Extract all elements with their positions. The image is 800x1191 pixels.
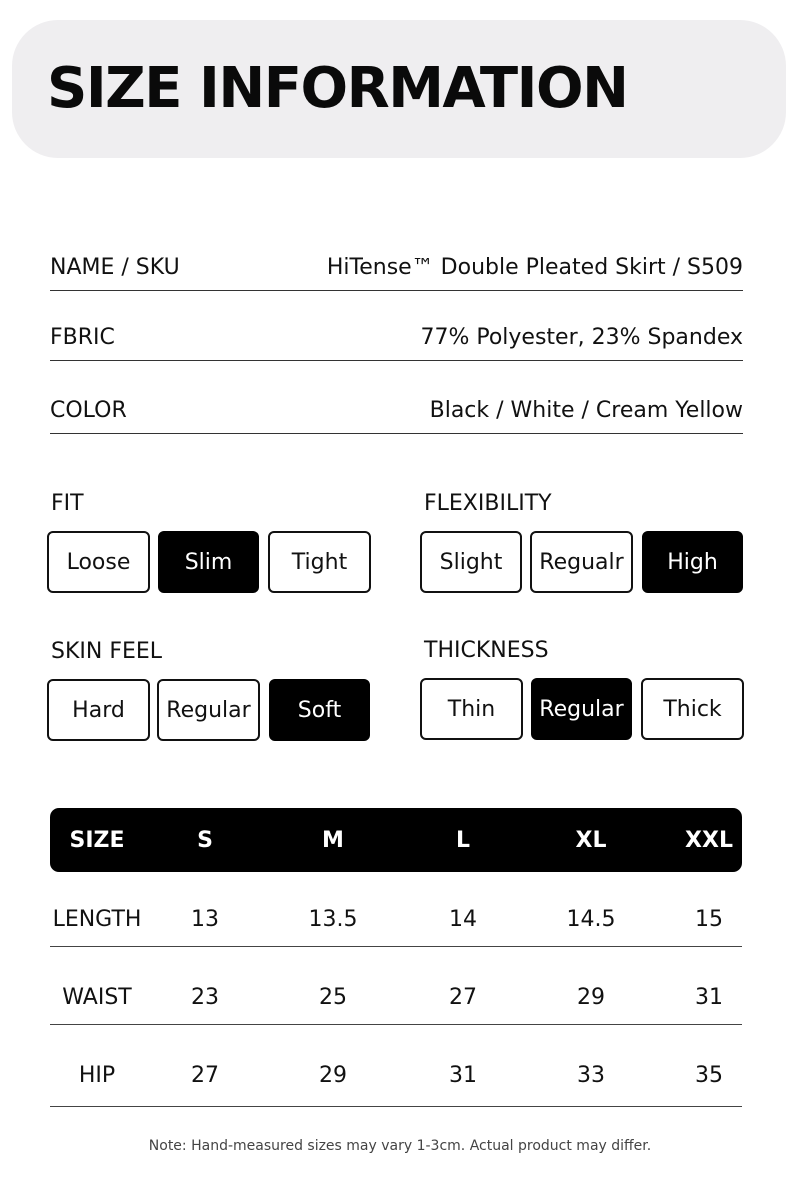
info-row-fabric xyxy=(50,314,743,361)
table-cell: 29 xyxy=(577,985,605,1010)
skin-feel-label: SKIN FEEL xyxy=(51,639,163,664)
flexibility-option-regualr: Regualr xyxy=(530,531,633,593)
flexibility-option-slight: Slight xyxy=(420,531,522,593)
info-row-name-sku xyxy=(50,244,743,291)
size-table-header xyxy=(50,808,742,872)
disclaimer-note: Note: Hand-measured sizes may vary 1-3cm. Actual product may differ. xyxy=(148,1138,652,1154)
table-cell: 14.5 xyxy=(566,907,616,932)
table-cell: 25 xyxy=(319,985,347,1010)
skin-feel-option-hard: Hard xyxy=(47,679,150,741)
info-row-color xyxy=(50,387,743,434)
size-header-cell: M xyxy=(322,828,344,853)
info-value: 77% Polyester, 23% Spandex xyxy=(420,324,743,350)
table-cell: 29 xyxy=(319,1063,347,1088)
table-cell: 13.5 xyxy=(308,907,358,932)
table-row-divider xyxy=(50,1106,742,1107)
skin-feel-option-regular: Regular xyxy=(157,679,260,741)
table-row-divider xyxy=(50,946,742,947)
table-cell: 27 xyxy=(191,1063,219,1088)
table-cell: 31 xyxy=(695,985,723,1010)
fit-option-loose: Loose xyxy=(47,531,150,593)
size-header-cell: XL xyxy=(575,828,607,853)
size-header-cell: L xyxy=(455,828,471,853)
size-header-cell: SIZE xyxy=(69,828,125,853)
table-cell: 23 xyxy=(191,985,219,1010)
skin-feel-option-soft: Soft xyxy=(269,679,370,741)
table-cell: 31 xyxy=(449,1063,477,1088)
flexibility-label: FLEXIBILITY xyxy=(424,491,552,516)
thickness-option-thin: Thin xyxy=(420,678,523,740)
table-row-label: LENGTH xyxy=(52,907,142,932)
fit-option-tight: Tight xyxy=(268,531,371,593)
info-label: NAME / SKU xyxy=(50,254,180,280)
fit-label: FIT xyxy=(51,491,84,516)
page-title: SIZE INFORMATION xyxy=(47,56,628,121)
table-cell: 13 xyxy=(191,907,219,932)
table-cell: 33 xyxy=(577,1063,605,1088)
thickness-option-thick: Thick xyxy=(641,678,744,740)
table-cell: 14 xyxy=(449,907,477,932)
thickness-label: THICKNESS xyxy=(424,638,549,663)
table-cell: 27 xyxy=(449,985,477,1010)
flexibility-option-high: High xyxy=(642,531,743,593)
fit-option-slim: Slim xyxy=(158,531,259,593)
info-value: Black / White / Cream Yellow xyxy=(429,397,743,423)
thickness-option-regular: Regular xyxy=(531,678,632,740)
size-header-cell: XXL xyxy=(685,828,733,853)
table-row-label: HIP xyxy=(78,1063,116,1088)
info-label: FBRIC xyxy=(50,324,115,350)
info-label: COLOR xyxy=(50,397,127,423)
table-row-divider xyxy=(50,1024,742,1025)
info-value: HiTense™ Double Pleated Skirt / S509 xyxy=(326,254,743,280)
size-header-cell: S xyxy=(197,828,213,853)
table-cell: 15 xyxy=(695,907,723,932)
table-cell: 35 xyxy=(695,1063,723,1088)
table-row-label: WAIST xyxy=(62,985,132,1010)
